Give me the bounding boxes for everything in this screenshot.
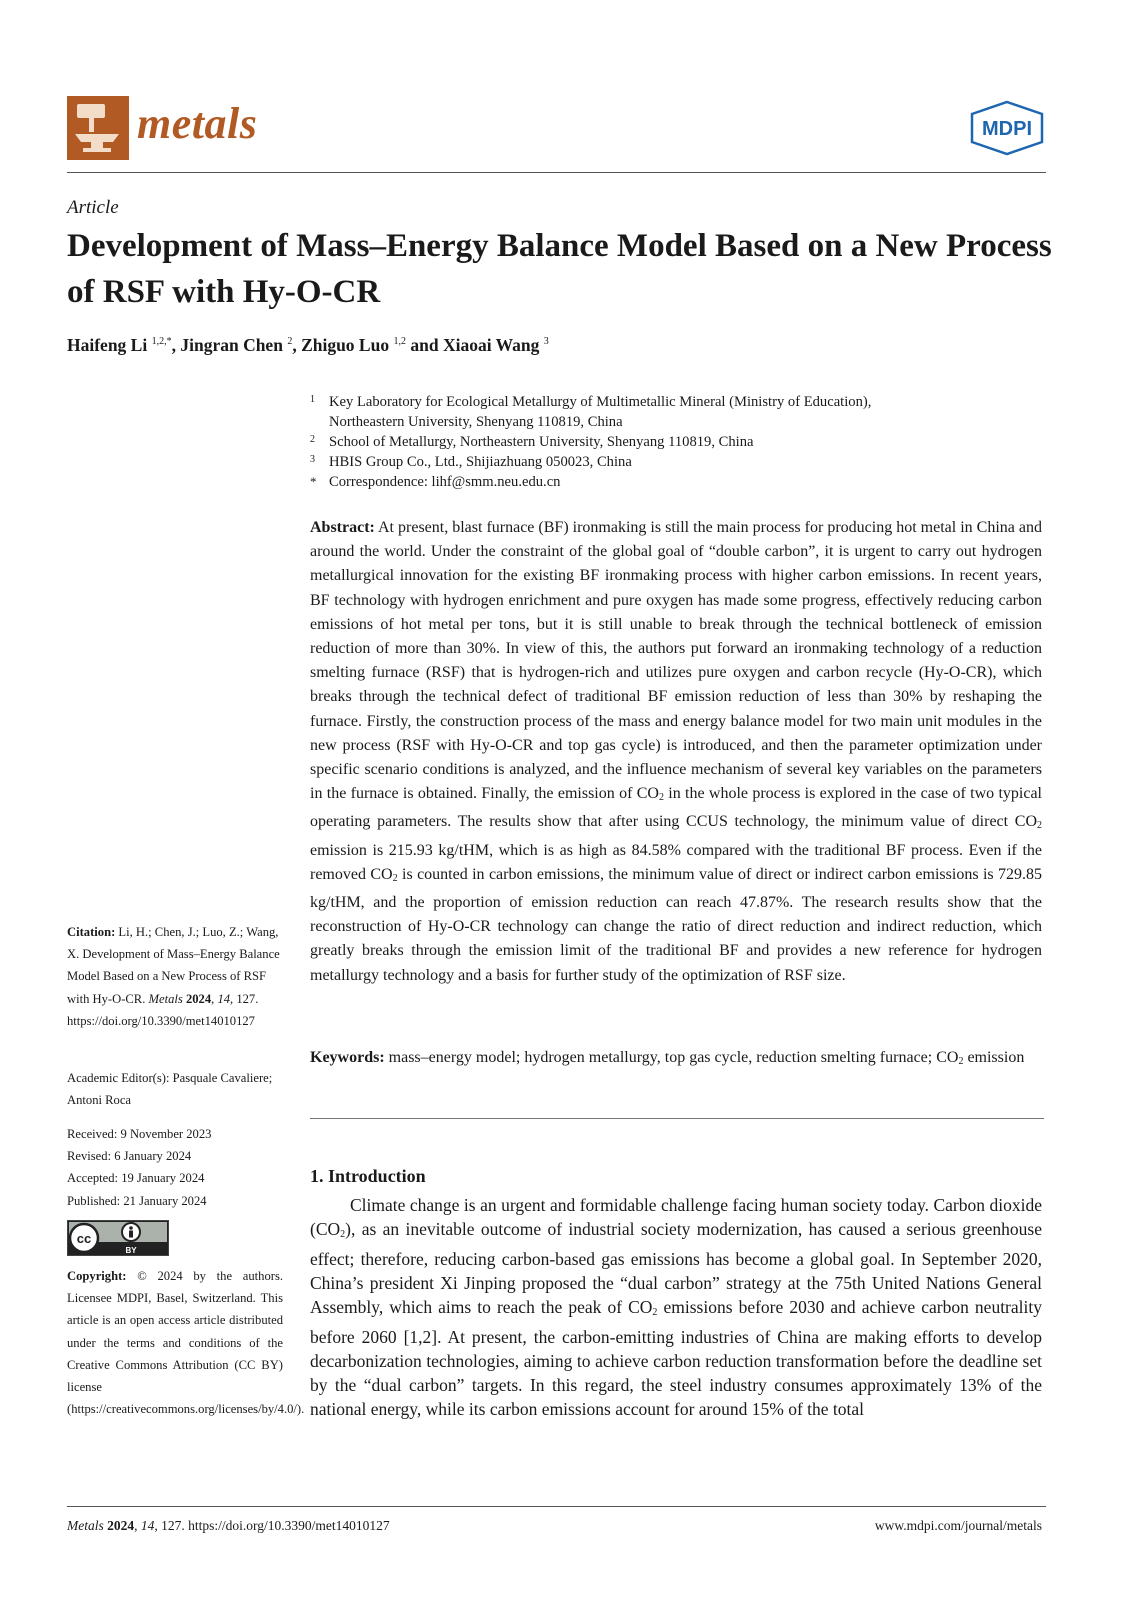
copyright-block: [67, 1265, 305, 1420]
author-name: Zhiguo Luo: [301, 335, 390, 355]
affiliation-item: [310, 452, 1050, 472]
keywords-text: mass–energy model; hydrogen metallurgy, top gas cycle, reduction smelting furnace; CO: [384, 1049, 959, 1066]
header-divider: [67, 172, 1046, 173]
subscript: 2: [340, 1229, 346, 1240]
journal-logo-icon: [67, 96, 129, 160]
keywords: [310, 1046, 1042, 1074]
citation-year: 2024: [185, 991, 212, 1006]
footer-year: 2024: [107, 1518, 135, 1533]
author-separator: and: [405, 335, 443, 355]
footer-journal: Metals: [67, 1518, 104, 1533]
affiliation-text: Northeastern University, Shenyang 110819, China: [329, 414, 623, 430]
footer-citation: Metals 2024, 14, 127. https://doi.org/10.3390/met14010127: [67, 1518, 390, 1533]
affiliation-mark: *: [310, 474, 317, 489]
affiliation-text: Key Laboratory for Ecological Metallurgy of Multimetallic Mineral (Ministry of Education),: [329, 394, 872, 410]
abstract-text: in the whole process is explored in the case of two typical operating parameters. The results show that after using CCUS technology, the minimum value of direct CO: [310, 785, 1042, 831]
abstract-label: Abstract:: [310, 519, 375, 536]
keywords-label: Keywords:: [310, 1049, 385, 1066]
affiliation-text: School of Metallurgy, Northeastern University, Shenyang 110819, China: [329, 434, 754, 450]
article-type: Article: [67, 197, 119, 218]
footer-divider: [67, 1506, 1046, 1507]
subscript: 2: [958, 1056, 964, 1067]
journal-name: metals: [137, 99, 258, 148]
citation-volume: 14: [217, 991, 231, 1006]
citation-text: Li, H.; Chen, J.; Luo, Z.; Wang, X. Development of Mass–Energy Balance Model Based on a New Process of RSF with Hy-O-CR.: [67, 925, 280, 1006]
affiliation-text: HBIS Group Co., Ltd., Shijiazhuang 050023, China: [329, 454, 632, 470]
section-heading: 1. Introduction: [310, 1166, 426, 1186]
author-affiliation-mark: 2: [287, 336, 293, 348]
citation-journal: Metals: [148, 991, 183, 1006]
mdpi-logo-text: MDPI: [982, 118, 1032, 140]
subscript: 2: [652, 1307, 658, 1318]
subscript: 2: [1037, 820, 1042, 832]
citation-block: Citation: Li, H.; Chen, J.; Luo, Z.; Wang, X. Development of Mass–Energy Balance Model Based on a New Process of RSF with Hy-O-CR. Metals 2024, 14, 127. https://doi.org/10.3390/met14010127: [67, 925, 280, 1028]
revised-date: Revised: 6 January 2024: [67, 1149, 192, 1164]
footer-doi[interactable]: , 127. https://doi.org/10.3390/met14010127: [154, 1518, 390, 1533]
affiliation-mark: 3: [310, 454, 315, 465]
intro-text: emissions before 2030 and achieve carbon neutrality before 2060 [1,2]. At present, the carbon-emitting industries of China are making efforts to develop decarbonization technologies, aiming to achieve carbon reduction transformation before the deadline set by the “dual carbon” targets. In this regard, the steel industry consumes approximately 13% of the national energy, while its carbon emissions account for around 15% of the total: [310, 1297, 1042, 1419]
dates-block: [67, 1123, 283, 1212]
copyright-text: © 2024 by the authors. Licensee MDPI, Basel, Switzerland. This article is an open access article distributed under the terms and conditions of the Creative Commons Attribution (CC BY) license (https://creativecommons.org/licenses/by/4.0/).: [67, 1269, 305, 1417]
intro-text: ), as an inevitable outcome of industrial society modernization, has caused a serious greenhouse effect; therefore, reducing carbon-based gas emissions has become a global goal. In September 2020, China’s president Xi Jinping proposed the “dual carbon” strategy at the 75th United Nations General Assembly, which aims to reach the peak of CO: [310, 1219, 1042, 1317]
paper-title: Development of Mass–Energy Balance Model Based on a New Process of RSF with Hy-O-CR: [67, 228, 1052, 310]
cc-by-license-icon[interactable]: [67, 1220, 169, 1256]
author-separator: ,: [171, 335, 181, 355]
copyright-label: Copyright:: [67, 1269, 127, 1283]
abstract: [310, 516, 1042, 988]
abstract-text: At present, blast furnace (BF) ironmaking is still the main process for producing hot metal in China and around the world. Under the constraint of the global goal of “double carbon”, it is urgent to carry out hydrogen metallurgical innovation for the existing BF ironmaking process with higher carbon emissions. In recent years, BF technology with hydrogen enrichment and pure oxygen has made some progress, effectively reducing carbon emissions of hot metal per tons, but it is still unable to break through the technical bottleneck of emission reduction of more than 30%. In view of this, the authors put forward an ironmaking technology of a reduction smelting furnace (RSF) that is hydrogen-rich and utilizes pure oxygen and carbon recycle (Hy-O-CR), which breaks through the technical defect of traditional BF emission reduction of less than 30% by reshaping the furnace. Firstly, the construction process of the mass and energy balance model for two main unit modules in the new process (RSF with Hy-O-CR and top gas cycle) is introduced, and then the parameter optimization under specific scenario conditions is analyzed, and the influence mechanism of several key variables on the parameters in the furnace is obtained. Finally, the emission of CO: [310, 519, 1042, 803]
received-date: Received: 9 November 2023: [67, 1127, 212, 1141]
author-separator: ,: [292, 335, 302, 355]
mdpi-logo-icon: [968, 100, 1046, 156]
affiliation-item: [310, 472, 1050, 492]
published-date: Published: 21 January 2024: [67, 1193, 207, 1208]
academic-editors: Academic Editor(s): Pasquale Cavaliere; Antoni Roca: [67, 1071, 273, 1108]
subscript: 2: [658, 792, 664, 804]
subscript: 2: [392, 872, 398, 884]
affiliation-mark: 1: [310, 394, 315, 405]
affiliation-mark: 2: [310, 434, 315, 445]
citation-doi[interactable]: , 127. https://doi.org/10.3390/met14010127: [67, 991, 259, 1028]
author-affiliation-mark: 1,2,*: [151, 336, 172, 348]
affiliation-item: [310, 392, 1050, 432]
author-name: Xiaoai Wang: [442, 335, 540, 355]
keywords-text: emission: [963, 1049, 1025, 1066]
abstract-text: emission is 215.93 kg/tHM, which is as high as 84.58% compared with the traditional BF process. Even if the removed CO: [310, 841, 1042, 883]
affiliation-text: Correspondence: lihf@smm.neu.edu.cn: [329, 474, 561, 490]
affiliation-item: [310, 432, 1050, 452]
svg-text:cc: cc: [76, 1231, 92, 1246]
footer-volume: 14: [140, 1518, 155, 1533]
author-affiliation-mark: 3: [543, 336, 549, 348]
intro-paragraph: [310, 1193, 1042, 1421]
section-divider: [310, 1118, 1044, 1119]
citation-label: Citation:: [67, 925, 116, 939]
intro-text: Climate change is an urgent and formidable challenge facing human society today. Carbon dioxide (CO: [310, 1195, 1042, 1239]
author-name: Haifeng Li: [67, 335, 148, 355]
footer-journal-url[interactable]: www.mdpi.com/journal/metals: [874, 1518, 1042, 1533]
cc-badge-text: BY: [125, 1246, 137, 1255]
abstract-text: is counted in carbon emissions, the minimum value of direct or indirect carbon emissions is 729.85 kg/tHM, and the proportion of emission reduction can reach 47.87%. The research results show that the reconstruction of Hy-O-CR technology can change the ratio of direct reduction and indirect reduction, which greatly breaks through the emission limit of the traditional BF and provides a new reference for hydrogen metallurgy technology and a basis for further study of the optimization of RSF size.: [310, 865, 1043, 984]
accepted-date: Accepted: 19 January 2024: [67, 1171, 205, 1186]
affiliations: [310, 392, 1050, 492]
author-name: Jingran Chen: [180, 335, 283, 355]
author-list: [67, 335, 549, 356]
author-affiliation-mark: 1,2: [393, 336, 406, 348]
